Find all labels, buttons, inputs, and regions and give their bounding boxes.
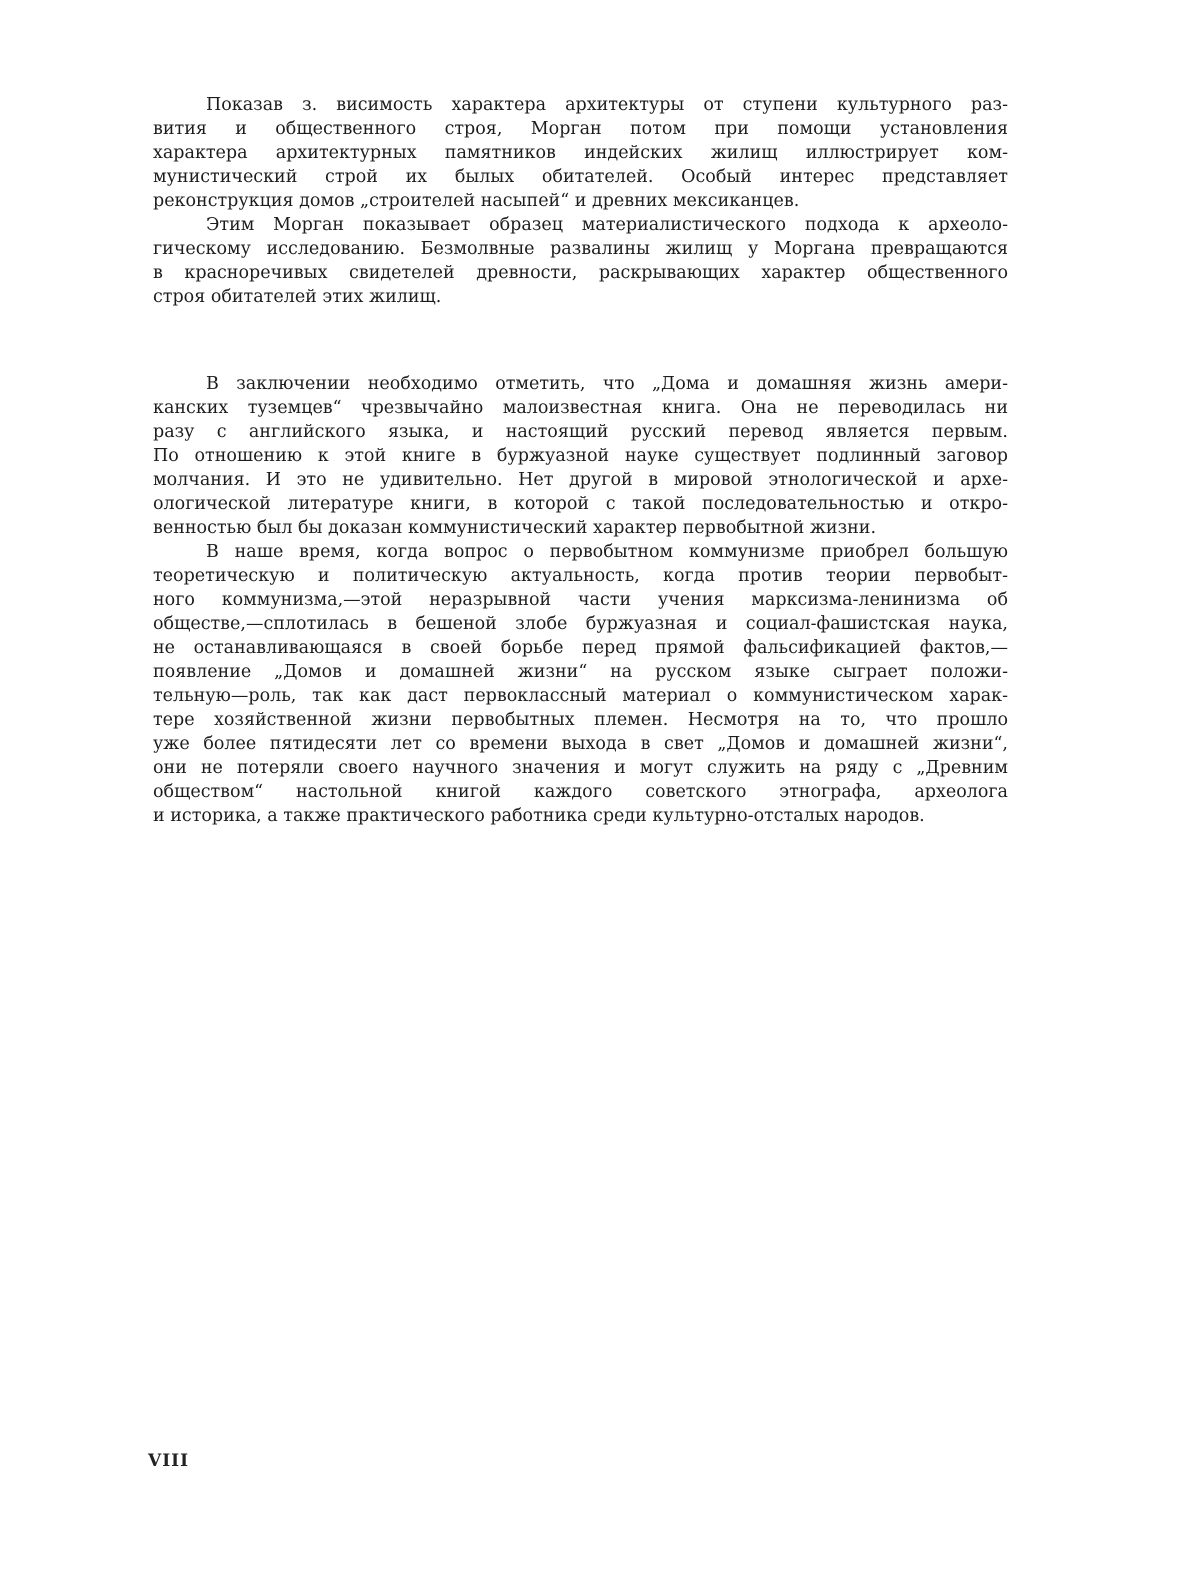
p4-line-10: они не потеряли своего научного значения и могут служить на ряду с „Древним	[153, 758, 1008, 778]
p4-line-1: В наше время, когда вопрос о первобытном коммунизме приобрел большую	[206, 542, 1008, 562]
p4-line-9: уже более пятидесяти лет со времени выхода в свет „Домов и домашней жизни“,	[153, 734, 1008, 754]
p3-line-7: венностью был бы доказан коммунистический характер первобытной жизни.	[153, 518, 877, 538]
p1-line-3: характера архитектурных памятников индейских жилищ иллюстрирует ком-	[153, 143, 1008, 163]
p3-line-6: ологической литературе книги, в которой с такой последовательностью и откро-	[153, 494, 1008, 514]
p3-line-1: В заключении необходимо отметить, что „Дома и домашняя жизнь амери-	[206, 374, 1008, 394]
p4-line-12: и историка, а также практического работника среди культурно-отсталых народов.	[153, 806, 925, 826]
page-number: VIII	[148, 1451, 190, 1471]
p2-line-3: в красноречивых свидетелей древности, раскрывающих характер общественного	[153, 263, 1008, 283]
p3-line-5: молчания. И это не удивительно. Нет другой в мировой этнологической и архе-	[153, 470, 1008, 490]
p2-line-4: строя обитателей этих жилищ.	[153, 287, 442, 307]
p4-line-4: обществе,—сплотилась в бешеной злобе буржуазная и социал-фашистская наука,	[153, 614, 1008, 634]
p4-line-2: теоретическую и политическую актуальность, когда против теории первобыт-	[153, 566, 1008, 586]
p3-line-4: По отношению к этой книге в буржуазной науке существует подлинный заговор	[153, 446, 1008, 466]
p1-line-2: вития и общественного строя, Морган потом при помощи установления	[153, 119, 1008, 139]
p1-line-1: Показав з. висимость характера архитектуры от ступени культурного раз-	[206, 95, 1008, 115]
p4-line-6: появление „Домов и домашней жизни“ на русском языке сыграет положи-	[153, 662, 1008, 682]
p4-line-11: обществом“ настольной книгой каждого советского этнографа, археолога	[153, 782, 1008, 802]
p2-line-2: гическому исследованию. Безмолвные развалины жилищ у Моргана превращаются	[153, 239, 1008, 259]
p1-line-5: реконструкция домов „строителей насыпей“ и древних мексиканцев.	[153, 191, 800, 211]
p1-line-4: мунистический строй их былых обитателей. Особый интерес представляет	[153, 167, 1008, 187]
p3-line-2: канских туземцев“ чрезвычайно малоизвестная книга. Она не переводилась ни	[153, 398, 1008, 418]
p4-line-3: ного коммунизма,—этой неразрывной части учения марксизма-ленинизма об	[153, 590, 1008, 610]
p3-line-3: разу с английского языка, и настоящий русский перевод является первым.	[153, 422, 1008, 442]
p4-line-5: не останавливающаяся в своей борьбе перед прямой фальсификацией фактов,—	[153, 638, 1008, 658]
p4-line-7: тельную—роль, так как даст первоклассный материал о коммунистическом харак-	[153, 686, 1008, 706]
p4-line-8: тере хозяйственной жизни первобытных племен. Несмотря на то, что прошло	[153, 710, 1008, 730]
p2-line-1: Этим Морган показывает образец материалистического подхода к археоло-	[206, 215, 1008, 235]
